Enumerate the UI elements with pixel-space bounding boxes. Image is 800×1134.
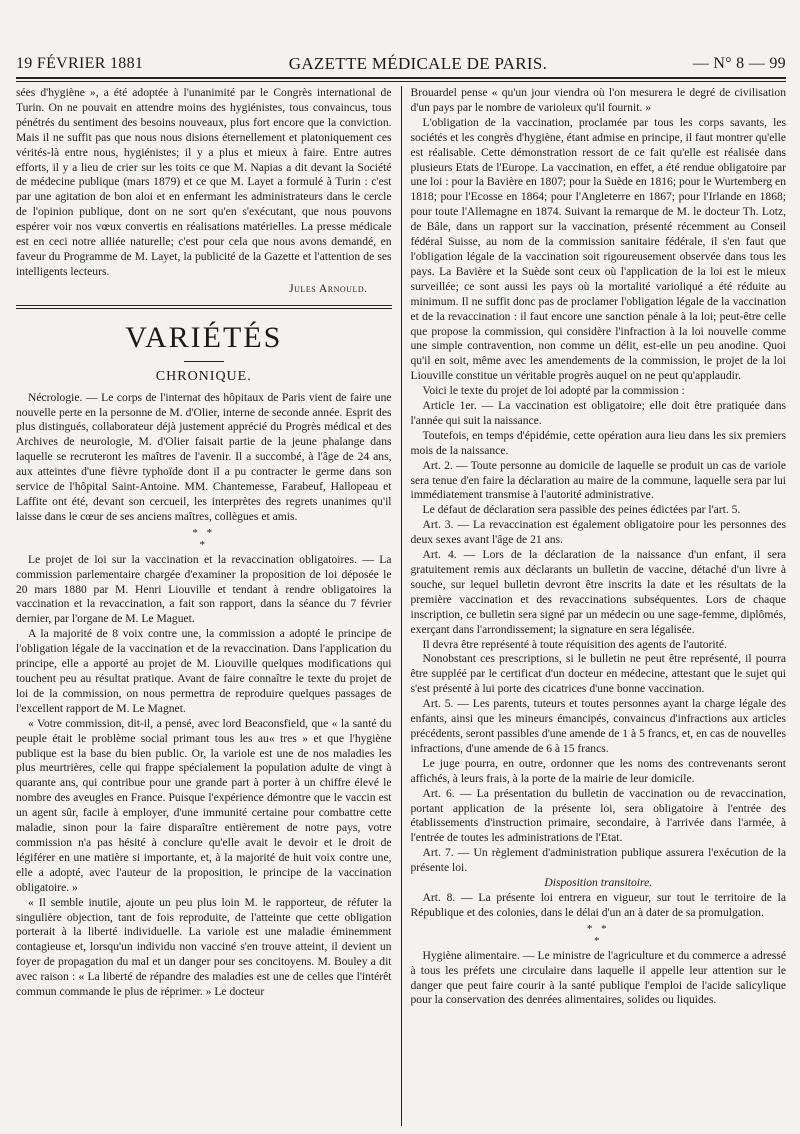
paragraph: Art. 6. — La présentation du bulletin de vaccination ou de revaccination, portant application de la présente loi, sera obligatoire à l'entrée des établissements d'instruction primaire, secondaire, à l'arrivée dans l'armée, à l'entrée de toutes les administrations de l'Etat. bbox=[410, 786, 787, 845]
paragraph: Article 1er. — La vaccination est obligatoire; elle doit être pratiquée dans l'année qui suit la naissance. bbox=[410, 399, 787, 427]
paragraph: A la majorité de 8 voix contre une, la commission a adopté le principe de l'obligation légale de la vaccination et de la revaccination. Dans l'application du principe, elle a apporté au projet de M. Liouville quelques modifications qui touchent peu au résultat pratique. Avant de faire connaître le texte du projet de loi de la commission, on nous permettra de reproduire quelques passages de l'excellent rapport de M. Le Magnet. bbox=[16, 627, 392, 715]
asterism: * * * bbox=[586, 922, 610, 947]
header-rule-thin bbox=[16, 81, 786, 82]
section-divider bbox=[16, 305, 392, 309]
paragraph: Hygiène alimentaire. — Le ministre de l'agriculture et du commerce a adressé à tous les préfets une circulaire dans laquelle il appelle leur attention sur le danger que peut faire courir à la santé publique l'emploi de l'acide salicylique pour la conservation des denrées alimentaires, solides ou liquides. bbox=[410, 948, 787, 1007]
signature: Jules Arnould. bbox=[289, 281, 368, 295]
paragraph: Il devra être représenté à toute réquisition des agents de l'autorité. bbox=[422, 637, 727, 651]
paragraph: « Votre commission, dit-il, a pensé, avec lord Beaconsfield, que « la santé du peuple était le problème social primant tous les au« tres » et que l'hygiène publique est la base du bien public. Or, la variole est une de nos maladies les plus meurtrières, celle qui frappe spécialement la population adulte de vingt à quarante ans, qui contribue pour une grande part à porter à un chiffre élevé le nombre des aveugles en France. Puisque l'expérience démontre que le vaccin est un agent sûr, facile à employer, d'une immunité certaine pour combattre cette maladie, sinon pour la faire disparaître entièrement de notre pays, votre commission n'a pas hésité à conclure qu'elle avait le devoir et le droit de légiférer en une matière si importante, et, à la majorité de huit voix contre une, elle a adopté, avec l'auteur de la proposition, le principe de la vaccination obligatoire. » bbox=[16, 716, 392, 894]
paragraph: Nonobstant ces prescriptions, si le bulletin ne peut être représenté, il pourra être suppléé par le certificat d'un docteur en médecine, attestant que le sujet qui s'est présenté à lui porte des cicatrices d'une bonne vaccination. bbox=[410, 652, 787, 696]
header-title: GAZETTE MÉDICALE DE PARIS. bbox=[288, 54, 548, 73]
paragraph: Art. 3. — La revaccination est également obligatoire pour les personnes des deux sexes avant l'âge de 21 ans. bbox=[410, 518, 787, 547]
section-title: VARIÉTÉS bbox=[125, 320, 283, 354]
paragraph: Voici le texte du projet de loi adopté par la commission : bbox=[422, 384, 685, 398]
paragraph: L'obligation de la vaccination, proclamée par tous les corps savants, les sociétés et les congrès d'hygiène, étant admise en principe, il faut montrer qu'elle est réalisable. Cette démonstration ressort de ce fait qu'elle est réalisée dans plusieurs Etats de l'Europe. La vaccination, en effet, a été rendue obligatoire par une loi : pour la Bavière en 1807; pour la Suède en 1816; pour le Wurtemberg en 1818; pour l'Ecosse en 1864; pour l'Angleterre en 1867; pour l'Irlande en 1868; pour toute l'Allemagne en 1874. Suivant la remarque de M. le docteur Th. Lotz, de Bâle, dans un rapport sur la vaccination, présenté récemment au Conseil fédéral Suisse, au nom de la commission sanitaire fédérale, il s'en faut que l'obligation légale de la vaccination soit rigoureusement observée dans tous les pays. La Bavière et la Suède sont ceux où l'application de la loi est le mieux surveillée; ce sont aussi les pays où la mortalité varioliqué a été réduite au minimum. Il ne suffit donc pas de proclamer l'obligation légale de la vaccination et de la revaccination : il faut encore une sanction pénale à la loi; peut-être celle que propose la commission, qui considère l'infraction à la loi nouvelle comme une simple contravention, non comme un délit, est-elle un peu anodine. Quoi qu'il en soit, même avec les amendements de la commission, le projet de la loi Liouville constitue un véritable progrès auquel on ne peut qu'applaudir. bbox=[410, 115, 787, 383]
paragraph: Brouardel pense « qu'un jour viendra où l'on mesurera le degré de civilisation d'un pays par le nombre de varioleux qu'il fournit. » bbox=[410, 86, 787, 114]
right-column bbox=[411, 86, 787, 1126]
paragraph: « Il semble inutile, ajoute un peu plus loin M. le rapporteur, de réfuter la singulière objection, tant de fois reproduite, de l'atteinte que cette obligation porterait à la liberté individuelle. La variole est une maladie éminemment contagieuse et, lorsqu'un individu non vacciné s'en trouve atteint, il devient un foyer de propagation du mal et un danger pour ses concitoyens. M. Bouley a dit avec raison : « La liberté de répandre des maladies est une de celles que l'intérêt commun commande le plus de réprimer. » Le docteur bbox=[16, 895, 392, 999]
paragraph: Art. 2. — Toute personne au domicile de laquelle se produit un cas de variole sera tenue d'en faire la déclaration au maire de la commune, laquelle sera par lui immédiatement transmise à l'autorité administrative. bbox=[410, 458, 787, 502]
paragraph: Le défaut de déclaration sera passible des peines édictées par l'art. 5. bbox=[422, 503, 741, 517]
asterism: * * * bbox=[192, 526, 216, 551]
paragraph: Nécrologie. — Le corps de l'internat des hôpitaux de Paris vient de faire une nouvelle perte en la personne de M. d'Olier, interne de seconde année. Esprit des plus distingués, collaborateur déjà justement apprécié du Progrès médical et des Archives de neurologie, M. d'Olier faisait partie de la jeune phalange dans laquelle se recruteront les maîtres de l'avenir. Il a succombé, à l'âge de 24 ans, aux atteintes d'une fièvre typhoïde dont il a pu contracter le germe dans son service de l'hôpital Saint-Antoine. MM. Chantemesse, Farabeuf, Hallopeau et Laffite ont été, devant son cercueil, les interprètes des regrets unanimes qu'il laisse dans le cœur de ses anciens maîtres, collègues et amis. bbox=[16, 390, 392, 523]
paragraph: Art. 8. — La présente loi entrera en vigueur, sur tout le territoire de la République et des colonies, dans le délai d'un an à dater de sa promulgation. bbox=[410, 890, 787, 919]
paragraph: Art. 5. — Les parents, tuteurs et toutes personnes ayant la charge légale des enfants, ainsi que les mineurs émancipés, convaincus d'infractions aux articles précédents, seront passibles d'une amende de 1 à 5 francs, et, en cas de nouvelles infractions, d'une amende de 6 à 15 francs. bbox=[410, 697, 787, 755]
paragraph: Le juge pourra, en outre, ordonner que les noms des contrevenants seront affichés, à leurs frais, à la porte de la mairie de leur domicile. bbox=[410, 756, 787, 785]
header-rule bbox=[16, 77, 786, 79]
paragraph: Art. 7. — Un règlement d'administration publique assurera l'exécution de la présente loi. bbox=[410, 846, 787, 875]
left-column bbox=[16, 86, 392, 1126]
subheading: Disposition transitoire. bbox=[544, 876, 653, 890]
header-issue: — N° 8 — 99 bbox=[692, 55, 786, 72]
paragraph: Art. 4. — Lors de la déclaration de la naissance d'un enfant, il sera gratuitement remis aux déclarants un bulletin de vaccine, détaché d'un livre à souche, sur lequel bulletin devront être inscrits la date et les résultats de la première vaccination et des revaccinations subséquentes. Lors de chaque inscription, ce bulletin sera signé par un médecin ou une sage-femme, diplômés, exerçant dans l'arrondissement; la signature en sera légalisée. bbox=[410, 548, 787, 636]
paragraph: sées d'hygiène », a été adoptée à l'unanimité par le Congrès international de Turin. On ne pouvait en attendre moins des hygiénistes, tous convaincus, tous pénétrés du sentiment des besoins nouveaux, plus fort encore que la conviction. Mais il ne suffit pas que nous nous disions éternellement et platoniquement ces vérités-là entre nous, hygiénistes; il y a plus et mieux à faire. Entre autres efforts, il y a lieu de crier sur les toits ce que M. Napias a dit devant la Société de médecine publique (mars 1879) et ce que M. Layet a formulé à Turin : c'est par une agitation de bon aloi et en enfermant les administrateurs dans le cercle de l'opinion publique, dont on ne sort qu'en s'exécutant, que nous pouvons espérer voir nos vœux convertis en réalisations matérielles. La presse médicale est en ceci notre alliée naturelle; c'est pour cela que nous avons demandé, en faveur du Programme de M. Layet, la publicité de la Gazette et l'attention de ses intelligents lecteurs. bbox=[16, 86, 392, 278]
columns bbox=[16, 86, 786, 1126]
title-underline bbox=[184, 361, 224, 362]
header-date: 19 FÉVRIER 1881 bbox=[16, 55, 144, 72]
subsection-title: CHRONIQUE. bbox=[155, 368, 252, 384]
page-header bbox=[16, 52, 786, 76]
paragraph: Le projet de loi sur la vaccination et la revaccination obligatoires. — La commission parlementaire chargée d'examiner la proposition de loi déposée le 20 mars 1880 par M. Henri Liouville et tendant à rendre obligatoires la vaccination et la revaccination, a fait son rapport, dans la séance du 7 février dernier, par l'organe de M. Le Maguet. bbox=[16, 552, 392, 626]
paragraph: Toutefois, en temps d'épidémie, cette opération aura lieu dans les six premiers mois de la naissance. bbox=[410, 428, 787, 457]
column-rule bbox=[401, 86, 402, 1126]
